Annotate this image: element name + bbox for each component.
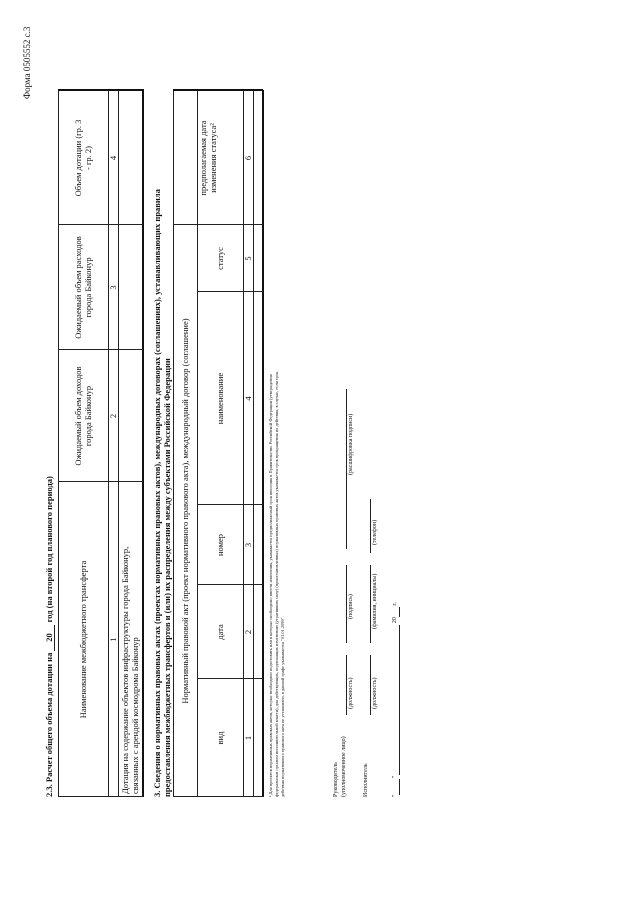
head-position-caption: (должность) xyxy=(348,677,354,709)
t23-header-subsidy: Объем дотации (гр. 3 - гр. 2) xyxy=(73,119,93,197)
t3-header-type: вид xyxy=(215,731,225,745)
t3-num-2: 2 xyxy=(243,629,253,635)
section-3-title-line1: 3. Сведения о нормативных правовых актах (проектах нормативных правовых актов), международных договорах (соглашениях), устанавливающих правила xyxy=(152,189,162,797)
footnote-line2: федеральным органом исполнительной власти), для действующих, подлежащих изменению (утративших силу) (приостановленных) нормативных правовых актов указывается срок прекращения их действия, в случае, если срок xyxy=(274,371,279,797)
executor-position-line[interactable] xyxy=(370,655,371,715)
t3-num-6: 6 xyxy=(243,155,253,161)
t3-num-5: 5 xyxy=(243,256,253,261)
t23-num-2: 2 xyxy=(108,413,118,419)
t23-header-name: Наименование межбюджетного трансферта xyxy=(78,560,88,719)
t23-header-expense: Ожидаемый объем расходов города Байконур xyxy=(73,236,93,339)
t23-row-label-1: Дотация на содержание объектов инфраструктуры города Байконур, xyxy=(120,546,130,794)
head-decoding-caption: (расшифровка подписи) xyxy=(348,413,354,475)
date-month-field[interactable] xyxy=(392,625,400,775)
head-label-line2: (уполномоченное лицо) xyxy=(341,736,347,797)
date-suffix: г. xyxy=(392,602,398,606)
t23-num-3: 3 xyxy=(108,285,118,290)
date-open-quote: " xyxy=(392,794,398,797)
footnote-line1: ² Для проектов нормативных правовых актов, которые необходимо подготовить или в которые необходимо внести изменения, указывается предполагаемый срок внесения в Правительство Российской Федерации (утверждения xyxy=(268,374,273,797)
section-2-3-title-prefix: 2.3. Расчет общего объема дотации на xyxy=(44,652,54,797)
head-decoding-line[interactable] xyxy=(346,389,347,549)
executor-fio-caption: (фамилия, инициалы) xyxy=(372,573,378,629)
t3-header-title: наименование xyxy=(215,372,225,425)
t3-header-number: номер xyxy=(215,533,225,557)
t3-num-4: 4 xyxy=(243,396,253,401)
t23-row-label-2: связанных с арендой космодрома Байконур xyxy=(130,637,140,794)
date-line xyxy=(392,602,400,797)
executor-position-caption: (должность) xyxy=(372,677,378,709)
t3-num-1: 1 xyxy=(243,735,253,741)
head-signature-caption: (подпись) xyxy=(348,594,354,619)
executor-phone-caption: (телефон) xyxy=(372,519,378,545)
t3-group-header: Нормативный правовой акт (проект нормативного правового акта), международный договор (соглашение) xyxy=(180,318,190,704)
executor-fio-line[interactable] xyxy=(370,565,371,643)
executor-label: Исполнитель xyxy=(363,763,369,797)
footnote-line3: действия нормативного правового акта не установлен, в данной графе указывается "01.01.2099". xyxy=(280,616,285,797)
date-day-field[interactable] xyxy=(392,779,400,795)
t3-header-status: статус xyxy=(215,247,225,270)
t23-num-4: 4 xyxy=(108,155,118,161)
t23-num-1: 1 xyxy=(108,637,118,642)
section-2-3-title-suffix: год (на второй год планового периода) xyxy=(44,476,54,623)
head-position-line[interactable] xyxy=(346,655,347,715)
t3-header-status-date: предполагаемая дата изменения статуса² xyxy=(198,120,218,196)
head-signature-line[interactable] xyxy=(346,565,347,643)
form-label: Форма 0505552 с.3 xyxy=(22,26,32,99)
date-century: 20 xyxy=(392,617,398,624)
t3-num-3: 3 xyxy=(243,542,253,548)
year-fill: 20 xyxy=(44,625,55,651)
t3-header-date: дата xyxy=(215,624,225,640)
executor-phone-line[interactable] xyxy=(370,499,371,553)
section-3-title-line2: предоставления межбюджетных трансфертов и (или) их распределения между субъектами Российской Федерации xyxy=(162,358,172,797)
section-2-3-title xyxy=(44,476,55,797)
head-label-line1: Руководитель xyxy=(333,762,339,797)
t23-header-income: Ожидаемый объем доходов города Байконур xyxy=(73,366,93,466)
date-close-quote: " xyxy=(392,776,398,779)
date-year-field[interactable] xyxy=(392,607,400,617)
